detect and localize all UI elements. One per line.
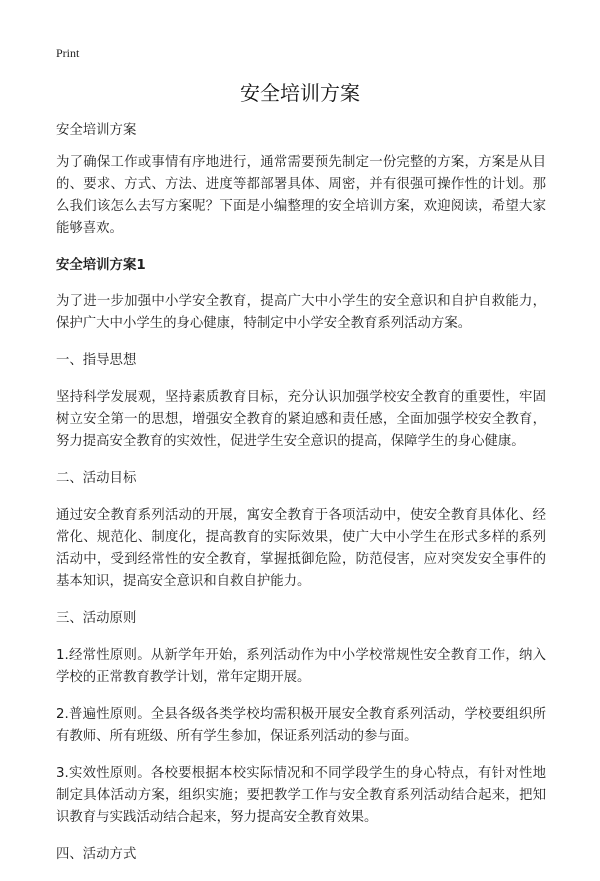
print-link[interactable]: Print	[56, 46, 80, 60]
section-2-heading: 二、活动目标	[56, 471, 137, 486]
plan-1-heading: 安全培训方案1	[56, 258, 146, 273]
page-title: 安全培训方案	[240, 81, 360, 105]
section-1-heading: 一、指导思想	[56, 353, 137, 368]
section-3-item-1: 1.经常性原则。从新学年开始，系列活动作为中小学校常规性安全教育工作，纳入学校的正常教育教学计划，常年定期开展。	[56, 648, 546, 685]
intro-paragraph: 为了确保工作或事情有序地进行，通常需要预先制定一份完整的方案，方案是从目的、要求、方式、方法、进度等都部署具体、周密，并有很强可操作性的计划。那么我们该怎么去写方案呢？下面是小编整理的安全培训方案，欢迎阅读，希望大家能够喜欢。	[56, 155, 546, 236]
section-1-body: 坚持科学发展观，坚持素质教育目标，充分认识加强学校安全教育的重要性，牢固树立安全第一的思想，增强安全教育的紧迫感和责任感，全面加强学校安全教育，努力提高安全教育的实效性，促进学生安全意识的提高，保障学生的身心健康。	[56, 390, 546, 449]
section-3-item-3: 3.实效性原则。各校要根据本校实际情况和不同学段学生的身心特点，有针对性地制定具体活动方案，组织实施；要把教学工作与安全教育系列活动结合起来，把知识教育与实践活动结合起来，努力提高安全教育效果。	[56, 766, 546, 825]
section-3-item-2: 2.普遍性原则。全县各级各类学校均需积极开展安全教育系列活动，学校要组织所有教师、所有班级、所有学生参加，保证系列活动的参与面。	[56, 707, 546, 744]
section-2-body: 通过安全教育系列活动的开展，寓安全教育于各项活动中，使安全教育具体化、经常化、规范化、制度化，提高教育的实际效果，使广大中小学生在形式多样的系列活动中，受到经常性的安全教育，掌握抵御危险，防范侵害，应对突发安全事件的基本知识，提高安全意识和自救自护能力。	[56, 508, 546, 589]
section-3-heading: 三、活动原则	[56, 611, 137, 626]
section-4-heading: 四、活动方式	[56, 847, 137, 862]
plan-1-intro-paragraph: 为了进一步加强中小学安全教育，提高广大中小学生的安全意识和自护自救能力，保护广大中小学生的身心健康，特制定中小学安全教育系列活动方案。	[56, 294, 546, 331]
article-subtitle: 安全培训方案	[56, 123, 137, 138]
article-body	[56, 120, 546, 881]
